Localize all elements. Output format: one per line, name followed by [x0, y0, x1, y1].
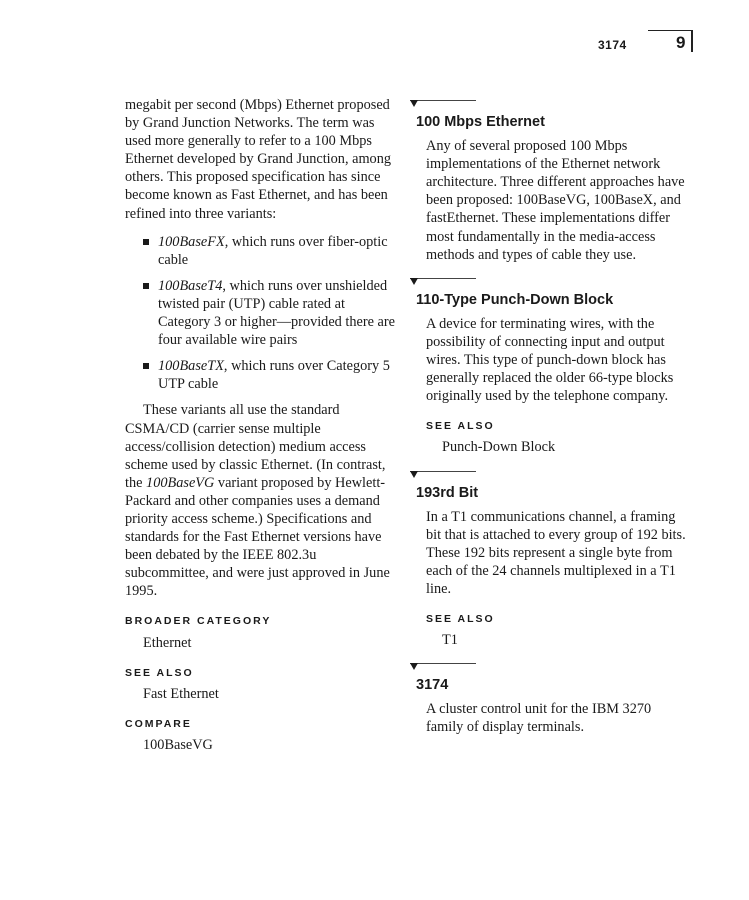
entry-title: 193rd Bit — [416, 484, 479, 501]
entry-title: 110-Type Punch-Down Block — [416, 291, 614, 308]
right-column — [410, 100, 692, 751]
triangle-marker-icon — [410, 471, 418, 478]
variant-term: 100BaseFX — [158, 233, 225, 250]
para2-text-a: These variants all use the standard CSMA/CD (carrier sense multiple access/collision detection) medium access scheme used by classic Ethernet. (In contrast, the — [125, 402, 386, 491]
broader-category-label: BROADER CATEGORY — [125, 615, 272, 628]
compare-value: 100BaseVG — [143, 736, 213, 753]
entry-marker — [410, 663, 480, 673]
list-item — [125, 233, 395, 269]
entry-193rd-bit — [410, 471, 692, 650]
entry-marker — [410, 471, 480, 481]
see-also-label: SEE ALSO — [426, 420, 495, 433]
broader-category-value: Ethernet — [143, 634, 192, 651]
header-rule — [648, 30, 691, 31]
triangle-marker-icon — [410, 278, 418, 285]
list-item — [125, 357, 395, 393]
running-head: 3174 — [598, 38, 627, 52]
variant-desc: , which runs over unshielded twisted pair (UTP) cable rated at Category 3 or higher—provided there are four available wire pairs — [158, 277, 396, 349]
triangle-marker-icon — [410, 100, 418, 107]
entry-marker — [410, 100, 480, 110]
bullet-icon — [143, 363, 149, 369]
entry-body: Any of several proposed 100 Mbps implementations of the Ethernet network architecture. Three different approaches have been proposed: 100BaseVG, 100BaseX, and fastEthernet. These implementations differ most fundamentally in the media-access methods and types of cable they use. — [426, 138, 685, 263]
entry-marker — [410, 278, 480, 288]
variants-paragraph — [125, 401, 395, 600]
entry-body: A cluster control unit for the IBM 3270 family of display terminals. — [426, 701, 652, 736]
left-column — [125, 96, 395, 754]
entry-100-mbps-ethernet — [410, 100, 692, 264]
entry-body: A device for terminating wires, with the possibility of connecting input and output wires. This type of punch-down block has generally replaced the older 66-type blocks originally used by the telephone company. — [426, 315, 674, 405]
entry-body: In a T1 communications channel, a framing bit that is attached to every group of 192 bits. These 192 bits represent a single byte from each of the 24 channels multiplexed in a T1 line. — [426, 508, 686, 597]
page-header — [0, 30, 749, 56]
para2-term: 100BaseVG — [146, 474, 215, 491]
entry-title: 100 Mbps Ethernet — [416, 114, 545, 130]
variant-desc: , which runs over Category 5 UTP cable — [158, 358, 390, 393]
see-also-value: Fast Ethernet — [143, 685, 219, 702]
bullet-icon — [143, 239, 149, 245]
intro-paragraph: megabit per second (Mbps) Ethernet proposed by Grand Junction Networks. The term was used more generally to refer to a 100 Mbps Ethernet developed by Grand Junction, among others. This proposed specification has since become known as Fast Ethernet, and has been refined into three variants: — [125, 97, 392, 222]
page-number: 9 — [676, 33, 686, 52]
entry-title: 3174 — [416, 677, 449, 694]
triangle-marker-icon — [410, 663, 418, 670]
variant-term: 100BaseTX — [158, 358, 224, 375]
entry-3174 — [410, 663, 692, 736]
variant-term: 100BaseT4 — [158, 277, 223, 294]
variants-list — [125, 233, 395, 394]
see-also-label: SEE ALSO — [426, 613, 495, 626]
header-vertical-bar — [691, 30, 693, 52]
para2-text-b: variant proposed by Hewlett-Packard and other companies uses a demand priority access scheme.) Specifications and standards for the Fast Ethernet versions have been debated by the IEEE 802.3u subcommittee, and were just approved in June 1995. — [125, 474, 390, 600]
entry-110-type-punch-down-block — [410, 278, 692, 457]
variant-desc: , which runs over fiber-optic cable — [158, 233, 388, 268]
compare-label: COMPARE — [125, 717, 192, 730]
see-also-value: Punch-Down Block — [442, 439, 556, 456]
bullet-icon — [143, 283, 149, 289]
see-also-label: SEE ALSO — [125, 666, 194, 679]
list-item — [125, 277, 395, 349]
see-also-value: T1 — [442, 632, 458, 649]
